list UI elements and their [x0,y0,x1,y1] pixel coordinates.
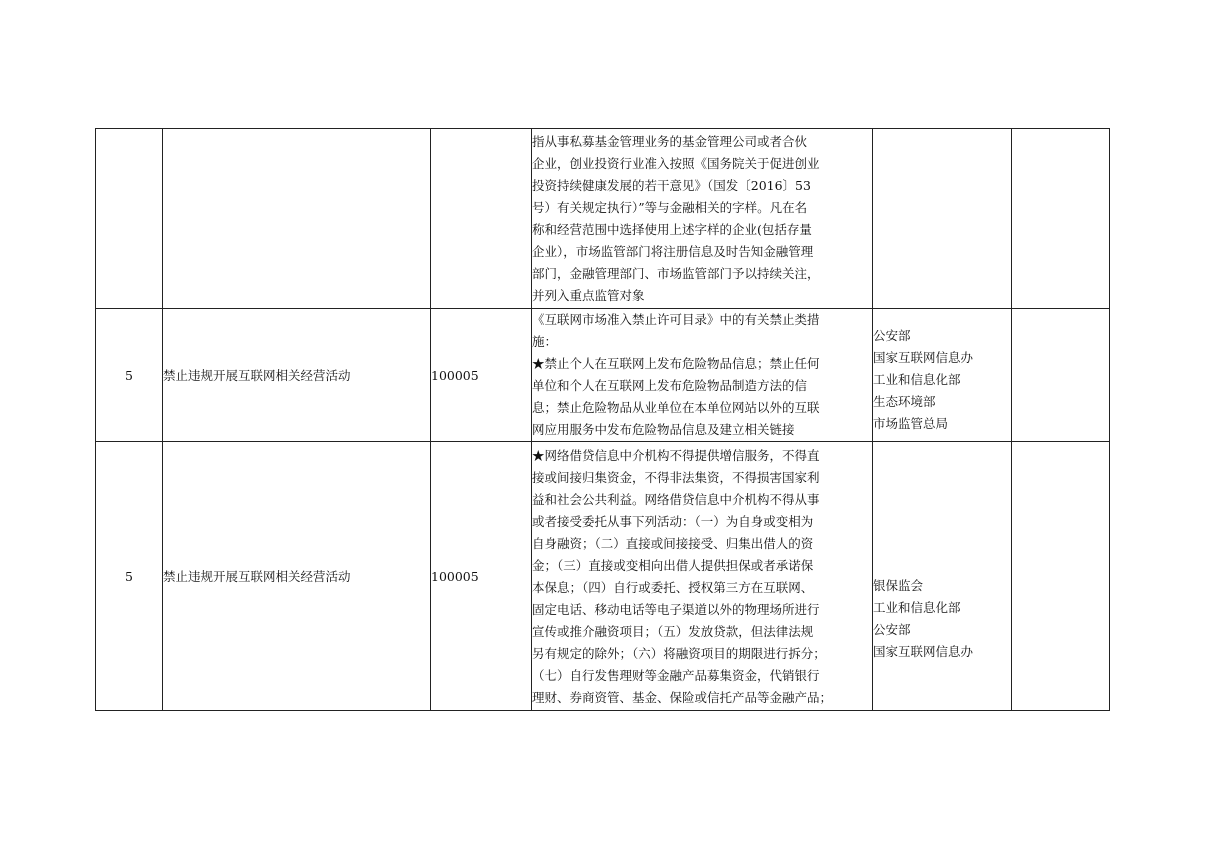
description-line: 理财、券商资管、基金、保险或信托产品等金融产品； [532,689,833,705]
description-cell [532,129,873,309]
description-line: 益和社会公共利益。网络借贷信息中介机构不得从事 [532,491,820,507]
item-name-cell [163,129,431,309]
item-name-cell: 禁止违规开展互联网相关经营活动 [163,442,431,711]
description-line: ★网络借贷信息中介机构不得提供增信服务，不得直 [532,447,820,463]
description-line: （七）自行发售理财等金融产品募集资金，代销银行 [532,667,820,683]
description-line: 网应用服务中发布危险物品信息及建立相关链接 [532,422,795,437]
description-line: 金；（三）直接或变相向出借人提供担保或者承诺保 [532,557,814,573]
description-line: 固定电话、移动电话等电子渠道以外的物理场所进行 [532,601,820,617]
department-cell [873,129,1012,309]
item-code-cell: 100005 [431,442,532,711]
table-row [96,129,1110,309]
item-number-cell: 5 [96,442,163,711]
description-line: ★禁止个人在互联网上发布危险物品信息；禁止任何 [532,356,820,371]
department-cell [873,309,1012,442]
description-line: 本保息；（四）自行或委托、授权第三方在互联网、 [532,579,814,595]
description-line: 指从事私募基金管理业务的基金管理公司或者合伙 [532,134,808,149]
note-cell [1012,442,1110,711]
item-code-cell [431,129,532,309]
department-name: 市场监管总局 [873,416,949,431]
regulation-table [95,128,1110,711]
department-name: 生态环境部 [873,394,936,409]
description-line: 企业，创业投资行业准入按照《国务院关于促进创业 [532,156,820,171]
item-number-cell [96,129,163,309]
description-line: 或者接受委托从事下列活动：（一）为自身或变相为 [532,513,814,529]
description-line: 息；禁止危险物品从业单位在本单位网站以外的互联 [532,400,820,415]
department-name: 国家互联网信息办 [873,350,974,365]
description-line: 单位和个人在互联网上发布危险物品制造方法的信 [532,378,808,393]
description-line: 企业），市场监管部门将注册信息及时告知金融管理 [532,244,814,259]
item-number-cell: 5 [96,309,163,442]
description-cell [532,442,873,711]
note-cell [1012,129,1110,309]
department-name: 公安部 [873,328,911,343]
department-name: 国家互联网信息办 [873,644,974,659]
description-line: 施： [532,334,558,349]
department-name: 公安部 [873,622,911,637]
description-cell [532,309,873,442]
description-line: 接或间接归集资金，不得非法集资，不得损害国家利 [532,469,820,485]
description-line: 号）有关规定执行）”等与金融相关的字样。凡在名 [532,200,808,215]
department-cell [873,442,1012,711]
description-line: 投资持续健康发展的若干意见》（国发〔2016〕53 [532,178,811,193]
item-name-cell: 禁止违规开展互联网相关经营活动 [163,309,431,442]
department-name: 银保监会 [873,578,924,593]
description-line: 自身融资；（二）直接或间接接受、归集出借人的资 [532,535,814,551]
description-line: 《互联网市场准入禁止许可目录》中的有关禁止类措 [532,312,820,327]
table-row [96,309,1110,442]
description-line: 另有规定的除外；（六）将融资项目的期限进行拆分； [532,645,826,661]
table-row [96,442,1110,711]
description-line: 部门，金融管理部门、市场监管部门予以持续关注， [532,266,820,281]
note-cell [1012,309,1110,442]
item-code-cell: 100005 [431,309,532,442]
description-line: 并列入重点监管对象 [532,288,645,303]
department-name: 工业和信息化部 [873,372,961,387]
description-line: 称和经营范围中选择使用上述字样的企业(包括存量 [532,222,812,237]
description-line: 宣传或推介融资项目；（五）发放贷款，但法律法规 [532,623,814,639]
department-name: 工业和信息化部 [873,600,961,615]
